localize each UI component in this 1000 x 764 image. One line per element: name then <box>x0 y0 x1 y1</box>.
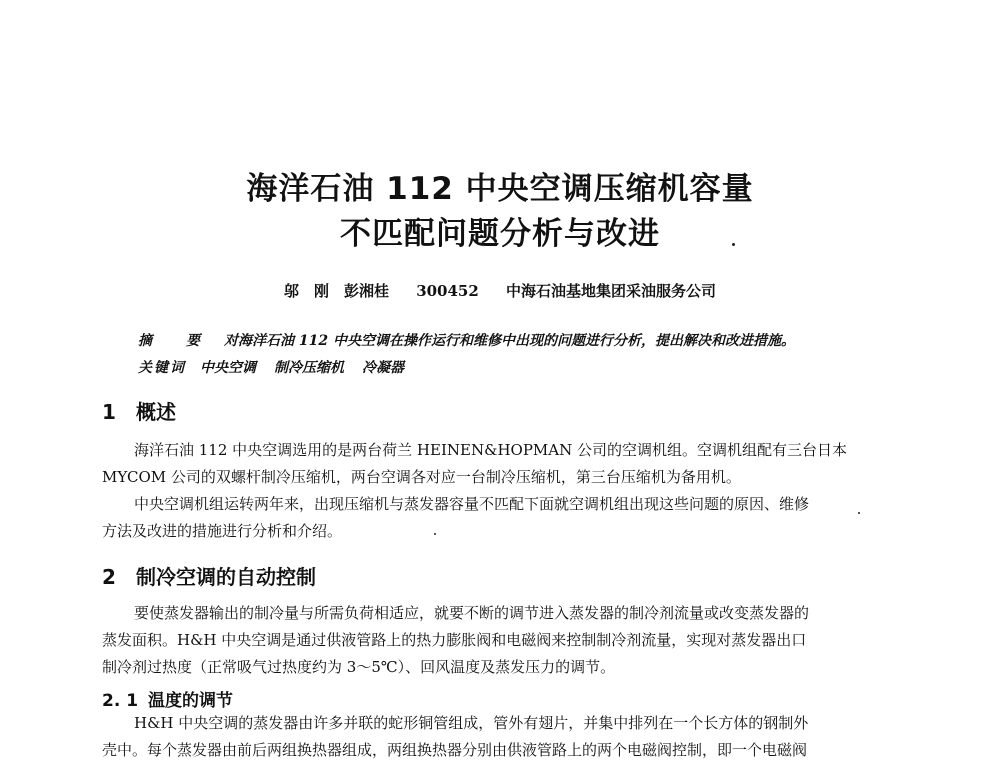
text-line: H&H 中央空调的蒸发器由许多并联的蛇形铜管组成，管外有翅片，并集中排列在一个长方体的钢制外 <box>134 714 809 732</box>
keyword-item: 中央空调 <box>200 360 256 376</box>
text-line: 制冷剂过热度（正常吸气过热度约为 3～5℃）、回风温度及蒸发压力的调节。 <box>102 658 616 676</box>
text-line: MYCOM 公司的双螺杆制冷压缩机，两台空调各对应一台制冷压缩机，第三台压缩机为备用机。 <box>102 468 741 486</box>
text-line: 蒸发面积。H&H 中央空调是通过供液管路上的热力膨胀阀和电磁阀来控制制冷剂流量，实现对蒸发器出口 <box>102 631 807 649</box>
author-names: 邬 刚 彭湘桂 <box>283 282 389 300</box>
paper-title-line-2: 不匹配问题分析与改进 <box>340 216 660 252</box>
author-affiliation: 中海石油基地集团采油服务公司 <box>506 282 717 300</box>
abstract-text: 对海洋石油 112 中央空调在操作运行和维修中出现的问题进行分析，提出解决和改进措施。 <box>224 333 795 349</box>
section-2-1-paragraph-1 <box>102 710 912 764</box>
section-2-1-heading <box>102 686 233 711</box>
section-title: 温度的调节 <box>148 691 233 711</box>
section-number: 2. 1 <box>102 691 139 711</box>
keyword-item: 冷凝器 <box>362 360 404 376</box>
keyword-item: 制冷压缩机 <box>274 360 344 376</box>
section-1-paragraph-2 <box>102 491 912 545</box>
text-line: 壳中。每个蒸发器由前后两组换热器组成，两组换热器分别由供液管路上的两个电磁阀控制，即一个电磁阀 <box>102 741 808 759</box>
section-title: 制冷空调的自动控制 <box>136 565 316 589</box>
section-2-paragraph-1 <box>102 600 912 681</box>
section-number: 1 <box>102 400 116 424</box>
section-1-paragraph-1 <box>102 437 912 491</box>
text-line: 海洋石油 112 中央空调选用的是两台荷兰 HEINEN&HOPMAN 公司的空调机组。空调机组配有三台日本 <box>134 441 848 459</box>
speck <box>434 533 436 535</box>
abstract-label: 摘 要 <box>138 333 210 349</box>
author-line <box>0 280 1000 301</box>
section-2-heading <box>102 561 316 590</box>
section-number: 2 <box>102 565 116 589</box>
paper-title-line-1: 海洋石油 112 中央空调压缩机容量 <box>246 171 754 207</box>
keywords-label: 关键词 <box>138 360 186 376</box>
section-title: 概述 <box>136 400 176 424</box>
keywords <box>138 357 422 377</box>
speck <box>732 243 735 246</box>
author-postcode: 300452 <box>416 282 479 300</box>
text-line: 方法及改进的措施进行分析和介绍。 <box>102 522 343 540</box>
text-line: 中央空调机组运转两年来，出现压缩机与蒸发器容量不匹配下面就空调机组出现这些问题的原因、维修 <box>134 495 810 513</box>
section-1-heading <box>102 396 176 425</box>
abstract <box>138 330 795 350</box>
text-line: 要使蒸发器输出的制冷量与所需负荷相适应，就要不断的调节进入蒸发器的制冷剂流量或改变蒸发器的 <box>134 604 810 622</box>
speck <box>858 512 860 514</box>
